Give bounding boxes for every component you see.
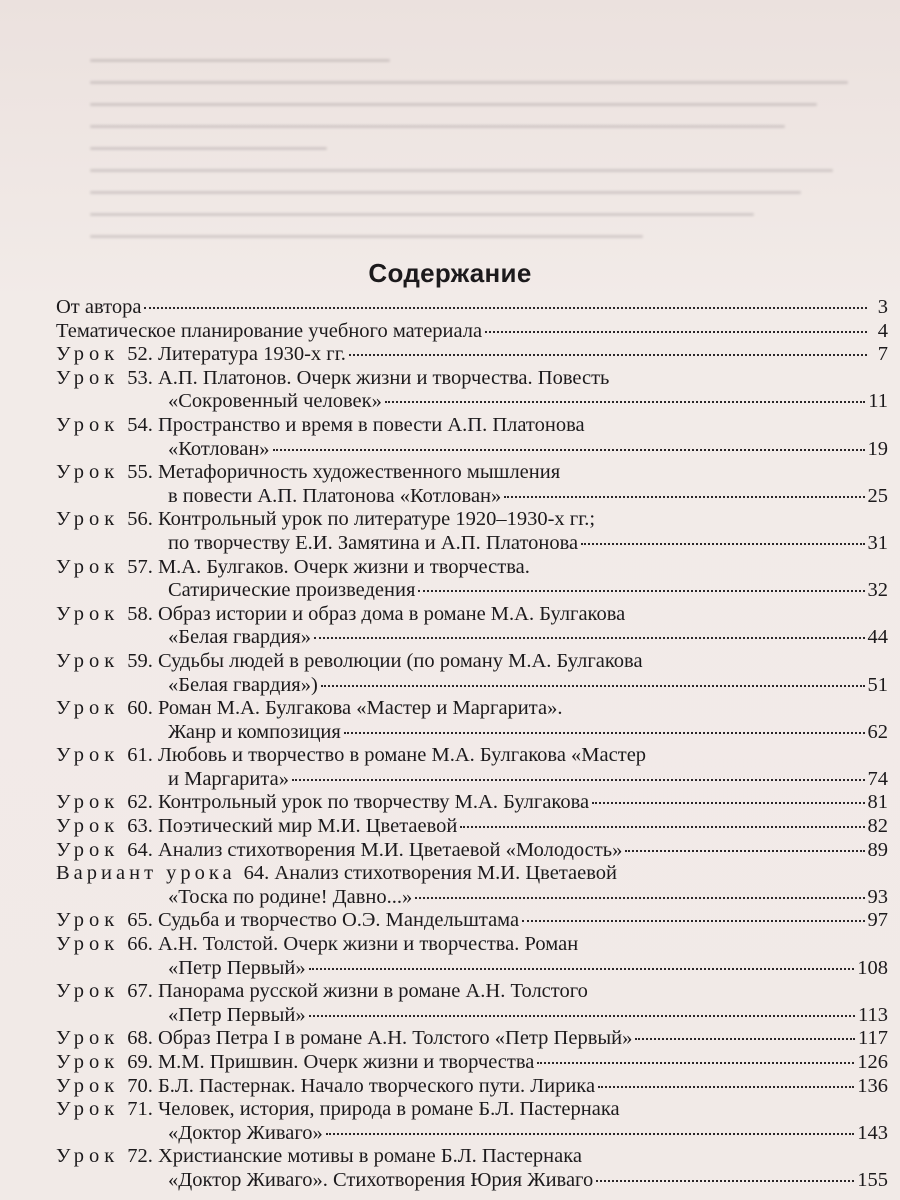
toc-entry-text: Сатирические произведения [168, 579, 416, 602]
page-number: 89 [867, 838, 888, 861]
toc-entry [56, 508, 888, 555]
lesson-label: Урок [56, 1027, 120, 1050]
toc-entry [56, 1098, 888, 1145]
toc-entry-text: 63. Поэтический мир М.И. Цветаевой [127, 815, 458, 838]
lesson-label: Урок [56, 744, 120, 767]
page-number: 51 [867, 673, 888, 696]
page-number: 19 [867, 437, 888, 460]
page-number: 44 [867, 626, 888, 649]
toc-entry [56, 1051, 888, 1075]
toc-entry-text: «Доктор Живаго». Стихотворения Юрия Живаго [168, 1168, 594, 1191]
toc-entry [56, 296, 888, 320]
dot-leader [385, 400, 865, 403]
page-number: 155 [857, 1168, 888, 1191]
toc-entry-line [56, 1051, 888, 1075]
dot-leader [504, 495, 864, 498]
toc-entry-text: 58. Образ истории и образ дома в романе М.А. Булгакова [127, 602, 626, 625]
toc-entry-line [56, 1122, 888, 1146]
toc-entry-text: 69. М.М. Пришвин. Очерк жизни и творчества [127, 1051, 535, 1073]
toc-entry [56, 320, 888, 344]
dot-leader [309, 1014, 855, 1017]
page-number: 7 [877, 343, 888, 366]
toc-entry [56, 815, 888, 839]
toc-entry-text: «Сокровенный человек» [168, 390, 382, 413]
toc-entry-text: по творчеству Е.И. Замятина и А.П. Платонова [168, 531, 579, 554]
dot-leader [349, 353, 867, 356]
toc-entry-line [56, 438, 888, 462]
dot-leader [522, 919, 864, 922]
toc-entry-line [56, 1075, 888, 1099]
toc-entry [56, 909, 888, 933]
toc-entry [56, 862, 888, 909]
toc-entry-text: «Белая гвардия» [168, 626, 311, 649]
toc-entry-text: 55. Метафоричность художественного мышления [127, 461, 561, 484]
toc-entry-line [56, 626, 888, 650]
toc-entry-line [56, 980, 888, 1004]
lesson-label: Урок [56, 461, 120, 484]
toc-entry [56, 980, 888, 1027]
toc-entry [56, 556, 888, 603]
toc-entry-line [56, 791, 888, 815]
toc-entry-line [56, 532, 888, 556]
page-number: 97 [867, 909, 888, 932]
toc-entry [56, 744, 888, 791]
toc-entry-line [56, 414, 888, 438]
toc-entry-text: «Котлован» [168, 437, 270, 460]
toc-entry-line [56, 367, 888, 391]
dot-leader [592, 801, 864, 804]
page-number: 93 [867, 885, 888, 908]
page-number: 126 [857, 1051, 888, 1073]
toc-entry-line [56, 721, 888, 745]
dot-leader [598, 1085, 854, 1088]
lesson-label: Урок [56, 933, 120, 956]
page-number: 143 [857, 1121, 888, 1144]
page-number: 3 [877, 296, 888, 318]
toc-entry-text: 61. Любовь и творчество в романе М.А. Булгакова «Мастер [127, 744, 647, 767]
lesson-label: Урок [56, 815, 120, 838]
toc-entry-text: 56. Контрольный урок по литературе 1920–1930-х гг.; [127, 508, 596, 531]
dot-leader [314, 636, 865, 639]
toc-entry-line [56, 862, 888, 886]
toc-entry-line [56, 839, 888, 863]
toc-entry [56, 343, 888, 367]
toc-entry-text: Жанр и композиция [168, 720, 341, 743]
lesson-label: Урок [56, 1051, 120, 1073]
toc-entry-text: «Доктор Живаго» [168, 1121, 323, 1144]
page-number: 82 [867, 815, 888, 838]
toc-entry-line [56, 957, 888, 981]
toc-entry-text: 57. М.А. Булгаков. Очерк жизни и творчества. [127, 555, 530, 578]
toc-entry [56, 367, 888, 414]
toc-entry-text: «Тоска по родине! Давно...» [168, 885, 413, 908]
lesson-label: Урок [56, 1145, 120, 1168]
toc-entry [56, 650, 888, 697]
lesson-label: Урок [56, 602, 120, 625]
dot-leader [537, 1061, 854, 1064]
page-number: 25 [867, 484, 888, 507]
toc-entry-line [56, 343, 888, 367]
toc-entry-text: От автора [56, 296, 142, 318]
toc-entry [56, 933, 888, 980]
dot-leader [581, 542, 864, 545]
toc-entry-line [56, 1169, 888, 1193]
page-number: 74 [867, 767, 888, 790]
lesson-label: Урок [56, 838, 120, 861]
lesson-label: Урок [56, 555, 120, 578]
lesson-label: Урок [56, 413, 120, 436]
bleed-through-text [90, 40, 880, 260]
toc-entry-text: Тематическое планирование учебного материала [56, 319, 483, 342]
toc-entry-text: 71. Человек, история, природа в романе Б.Л. Пастернака [127, 1098, 620, 1121]
page-number: 108 [857, 956, 888, 979]
toc-entry-text: 54. Пространство и время в повести А.П. Платонова [127, 413, 585, 436]
toc-entry-line [56, 909, 888, 933]
toc-entry-line [56, 556, 888, 580]
toc-entry-line [56, 674, 888, 698]
toc-entry-line [56, 744, 888, 768]
dot-leader [418, 589, 864, 592]
page-number: 81 [867, 791, 888, 814]
page-number: 117 [858, 1027, 888, 1050]
toc-entry-text: «Петр Первый» [168, 1003, 306, 1026]
toc-entry-text: в повести А.П. Платонова «Котлован» [168, 484, 502, 507]
toc-entry-line [56, 603, 888, 627]
toc-entry-text: 65. Судьба и творчество О.Э. Мандельштама [127, 909, 520, 932]
toc-entry-text: «Петр Первый» [168, 956, 306, 979]
toc-entry-line [56, 461, 888, 485]
toc-entry [56, 1075, 888, 1099]
toc-entry-text: 64. Анализ стихотворения М.И. Цветаевой [243, 862, 617, 885]
toc-entry-line [56, 886, 888, 910]
toc-entry [56, 839, 888, 863]
dot-leader [309, 967, 855, 970]
dot-leader [596, 1179, 854, 1182]
lesson-label: Урок [56, 508, 120, 531]
toc-entry-text: 72. Христианские мотивы в романе Б.Л. Пастернака [127, 1145, 582, 1168]
page-number: 31 [867, 531, 888, 554]
toc-entry-line [56, 390, 888, 414]
toc-entry-text: и Маргарита» [168, 767, 289, 790]
toc-entry-line [56, 485, 888, 509]
dot-leader [292, 778, 865, 781]
toc-entry [56, 461, 888, 508]
toc-entry-line [56, 768, 888, 792]
page-number: 11 [868, 390, 888, 413]
page-number: 113 [858, 1003, 888, 1026]
dot-leader [485, 330, 867, 333]
page-title: Содержание [368, 258, 532, 288]
toc-entry-line [56, 1098, 888, 1122]
lesson-label: Урок [56, 791, 120, 814]
toc-entry-text: 67. Панорама русской жизни в романе А.Н. Толстого [127, 980, 588, 1003]
lesson-label: Урок [56, 366, 120, 389]
toc-entry-text: 62. Контрольный урок по творчеству М.А. Булгакова [127, 791, 590, 814]
toc-entry [56, 1027, 888, 1051]
toc-entry-line [56, 697, 888, 721]
dot-leader [625, 849, 864, 852]
lesson-label: Урок [56, 649, 120, 672]
lesson-label: Урок [56, 909, 120, 932]
toc-entry-text: 68. Образ Петра I в романе А.Н. Толстого «Петр Первый» [127, 1027, 633, 1050]
toc-entry-text: 59. Судьбы людей в революции (по роману М.А. Булгакова [127, 649, 643, 672]
toc-entry-text: «Белая гвардия») [168, 673, 318, 696]
toc-entry-line [56, 933, 888, 957]
toc-entry-text: 66. А.Н. Толстой. Очерк жизни и творчества. Роман [127, 933, 579, 956]
dot-leader [460, 825, 864, 828]
toc-entry-line [56, 1004, 888, 1028]
lesson-label: Урок [56, 697, 120, 720]
toc-entry [56, 697, 888, 744]
lesson-label: Урок [56, 980, 120, 1003]
toc-entry-text: 53. А.П. Платонов. Очерк жизни и творчества. Повесть [127, 366, 610, 389]
lesson-label: Вариант урока [56, 862, 236, 885]
toc-entry-text: 64. Анализ стихотворения М.И. Цветаевой «Молодость» [127, 838, 623, 861]
toc-entry-line [56, 650, 888, 674]
toc-entry-text: 60. Роман М.А. Булгакова «Мастер и Маргарита». [127, 697, 563, 720]
page-number: 136 [857, 1074, 888, 1097]
page-number: 4 [877, 319, 888, 342]
dot-leader [321, 684, 865, 687]
lesson-label: Урок [56, 343, 120, 366]
toc-entry-line [56, 1145, 888, 1169]
toc-entry-text: 52. Литература 1930-х гг. [127, 343, 346, 366]
dot-leader [144, 306, 867, 309]
dot-leader [326, 1132, 855, 1135]
toc-entry-line [56, 579, 888, 603]
dot-leader [635, 1037, 855, 1040]
toc-entry [56, 1145, 888, 1192]
lesson-label: Урок [56, 1098, 120, 1121]
toc-entry-line [56, 508, 888, 532]
toc-entry [56, 414, 888, 461]
dot-leader [344, 731, 865, 734]
table-of-contents [56, 296, 888, 1193]
dot-leader [415, 896, 864, 899]
toc-entry-line [56, 1027, 888, 1051]
lesson-label: Урок [56, 1074, 120, 1097]
page-number: 62 [867, 720, 888, 743]
page-number: 32 [867, 579, 888, 602]
toc-entry-line [56, 815, 888, 839]
toc-entry [56, 791, 888, 815]
toc-entry-text: 70. Б.Л. Пастернак. Начало творческого пути. Лирика [127, 1074, 596, 1097]
dot-leader [273, 448, 865, 451]
toc-entry [56, 603, 888, 650]
toc-entry-line [56, 320, 888, 344]
toc-entry-line [56, 296, 888, 320]
